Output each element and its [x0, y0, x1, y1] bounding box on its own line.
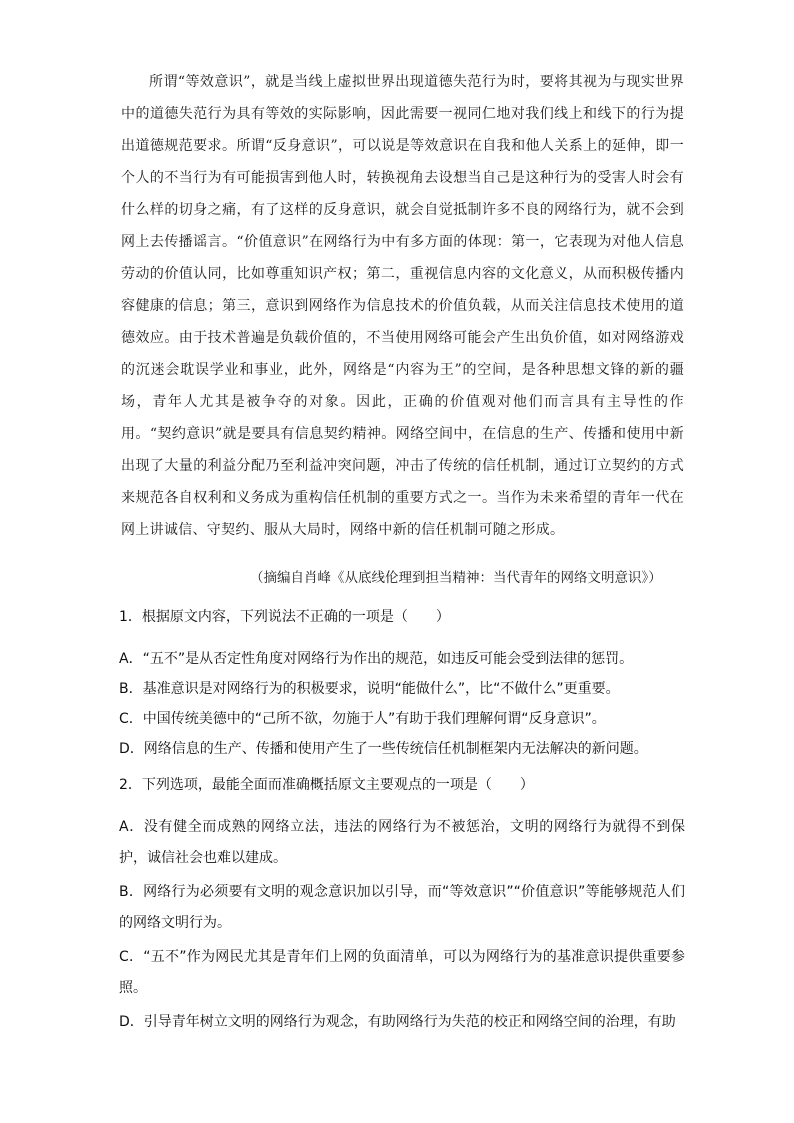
question-1-option-d[interactable]: D．网络信息的生产、传播和使用产生了一些传统信任机制框架内无法解决的新问题。	[119, 741, 648, 757]
question-1-option-c[interactable]: C．中国传统美德中的“己所不欲，勿施于人”有助于我们理解何谓“反身意识”。	[119, 711, 606, 727]
question-2	[119, 772, 685, 1037]
question-2-option-a[interactable]: A．没有健全而成熟的网络立法，违法的网络行为不被惩治，文明的网络行为就得不到保护，诚信社会也难以建成。	[119, 819, 685, 866]
reading-passage: 所谓“等效意识”，就是当线上虚拟世界出现道德失范行为时，要将其视为与现实世界中的道德失范行为具有等效的实际影响，因此需要一视同仁地对我们线上和线下的行为提出道德规范要求。所谓“反身意识”，可以说是等效意识在自我和他人关系上的延伸，即一个人的不当行为有可能损害到他人时，转换视角去设想当自己是这种行为的受害人时会有什么样的切身之痛，有了这样的反身意识，就会自觉抵制许多不良的网络行为，就不会到网上去传播谣言。“价值意识”在网络行为中有多方面的体现：第一，它表现为对他人信息劳动的价值认同，比如尊重知识产权；第二，重视信息内容的文化意义，从而积极传播内容健康的信息；第三，意识到网络作为信息技术的价值负载，从而关注信息技术使用的道德效应。由于技术普遍是负载价值的，不当使用网络可能会产生出负价值，如对网络游戏的沉迷会耽误学业和事业，此外，网络是“内容为王”的空间，是各种思想文锋的新的疆场，青年人尤其是被争夺的对象。因此，正确的价值观对他们而言具有主导性的作用。“契约意识”就是要具有信息契约精神。网络空间中，在信息的生产、传播和使用中新出现了大量的利益分配乃至利益冲突问题，冲击了传统的信任机制，通过订立契约的方式来规范各自权利和义务成为重构信任机制的重要方式之一。当作为未来希望的青年一代在网上讲诚信、守契约、服从大局时，网络中新的信任机制可随之形成。	[121, 74, 684, 538]
passage-source: （摘编自肖峰《从底线伦理到担当精神：当代青年的网络文明意识》）	[250, 570, 662, 586]
question-1-stem: 1．根据原文内容，下列说法不正确的一项是（ ）	[119, 609, 450, 625]
question-2-option-c[interactable]: C．“五不”作为网民尤其是青年们上网的负面清单，可以为网络行为的基准意识提供重要参照。	[119, 949, 685, 996]
question-1-option-b[interactable]: B．基准意识是对网络行为的积极要求，说明“能做什么”，比“不做什么”更重要。	[119, 681, 620, 697]
question-1-option-a[interactable]: A．“五不”是从否定性角度对网络行为作出的规范，如违反可能会受到法律的惩罚。	[119, 651, 634, 667]
question-2-option-b[interactable]: B．网络行为必须要有文明的观念意识加以引导，而“等效意识”“价值意识”等能够规范人们的网络文明行为。	[119, 884, 685, 931]
question-1	[119, 604, 685, 764]
question-2-option-d[interactable]: D．引导青年树立文明的网络行为观念，有助网络行为失范的校正和网络空间的治理，有助	[119, 1014, 676, 1030]
question-2-stem: 2．下列选项，最能全面而准确概括原文主要观点的一项是（ ）	[119, 777, 534, 793]
